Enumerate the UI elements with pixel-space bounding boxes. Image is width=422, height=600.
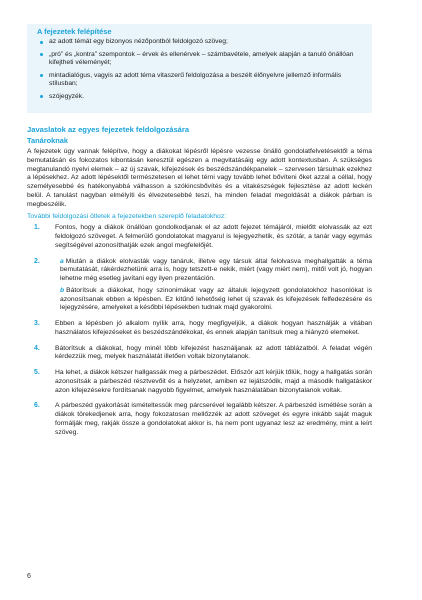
item-text: A párbeszéd gyakorlását ismételtessük meg párcserével legalább kétszer. A párbeszéd ismétlése során a diákok törekedjenek arra, hogy fokozatosan mellőzzék az adott szöveget és egyre inkább saját maguk formálják meg, rakják össze a gondolatokat akkor is, ha nem pont ugyanaz lesz az eredmény, mint a leírt szöveg. [55, 402, 372, 436]
structure-info-box [27, 24, 372, 113]
box-title: A fejezetek felépítése [37, 27, 112, 36]
section-subheading: Tanároknak [27, 135, 68, 145]
box-bullet-item [37, 93, 364, 102]
intro-paragraph: A fejezetek úgy vannak felépítve, hogy a diákokat lépésről lépésre vezesse önálló gondolatfelvetésektől a téma bemutatásán és fokozatos kibontásán keresztül egészen a megvitatásáig egy adott kontextusban. A szükséges megtanulandó nyelvi elemek – az új szavak, kifejezések és beszédszándékpanelek – szervesen társulnak ezekhez a lépésekhez. Az adott lépésektől természetesen el lehet térni vagy tovább lehet bővíteni őket azzal a céllal, hogy személyesebbé és hatékonyabbá válhasson a szókincsbővítés és a vitakészségek fejlesztése az adott leckén belül. A tanulást nagyban elmélyíti és élvezetesebbé teszi, ha minden feladat megoldását a diákok párban is megbeszélik. [27, 148, 372, 208]
item-number: 4. [34, 344, 40, 352]
sub-letter: b [60, 286, 65, 294]
suggestions-section [27, 125, 372, 437]
sub-item-a [55, 258, 372, 284]
sub-item-text: Miután a diákok elolvasták vagy tanáruk, illetve egy társuk által felolvasva meghallgatták a téma bemutatását, rákérdezhetünk arra is, hogy tetszett-e nekik, miért (vagy miért nem), mitől volt jó, hogyan lehetne még esetleg javítani egy ilyen prezentáción. [60, 257, 372, 282]
numbered-item [27, 224, 372, 250]
item-number: 3. [34, 320, 40, 327]
box-bullet-item [37, 38, 364, 47]
box-bullet-item [37, 51, 364, 68]
box-bullet-item [37, 72, 364, 89]
bullet-dot-icon [40, 53, 43, 56]
numbered-item [27, 320, 372, 338]
bullet-text: az adott témát egy bizonyos nézőpontból feldolgozó szöveg; [49, 38, 228, 45]
bullet-text: mintadialógus, vagyis az adott téma vitaszerű feldolgozása a beszélt élőnyelvre jellemző informális stílusban; [49, 71, 342, 87]
bullet-dot-icon [40, 41, 43, 44]
numbered-item [27, 369, 372, 395]
bullet-dot-icon [40, 74, 43, 77]
item-number: 1. [34, 224, 40, 232]
numbered-item [27, 402, 372, 437]
item-number: 5. [34, 369, 40, 376]
sub-letter: a [60, 257, 64, 265]
page-number: 6 [27, 573, 31, 580]
item-number: 2. [34, 257, 40, 265]
bullet-dot-icon [40, 95, 43, 98]
item-text: Ha lehet, a diákok kétszer hallgassák meg a párbeszédet. Először azt kérjük tőlük, hogy a hallgatás során azonosítsák a párbeszéd résztvevőit és a helyzetet, amiben ez lejátszódik, majd a második hallgatáskor azon kifejezésekre fordítsanak nagyobb figyelmet, amelyek használatában bizonytalanok voltak. [55, 369, 372, 394]
item-text: Bátorítsuk a diákokat, hogy minél több kifejezést használjanak az adott táblázatból. A feladat végén kérdezzük meg, melyek használatát illetően voltak bizonytalanok. [55, 344, 372, 361]
sub-item-b [55, 287, 372, 313]
list-title: További feldolgozási ötletek a fejezetekben szereplő feladatokhoz: [27, 213, 227, 221]
numbered-item [27, 345, 372, 363]
item-text: Fontos, hogy a diákok önállóan gondolkodjanak el az adott fejezet témájáról, mielőtt elolvassák az ezt feldolgozó szöveget. A felmerülő gondolatokat magyarul is lejegyezhetik, és szótár, a tanár vagy egymás segítségével azonosíthatják ezek angol megfelelőjét. [55, 224, 372, 249]
item-number: 6. [34, 402, 40, 410]
section-heading: Javaslatok az egyes fejezetek feldolgozására [27, 125, 190, 134]
bullet-text: szójegyzék. [49, 92, 84, 100]
item-text: Ebben a lépésben jó alkalom nyílik arra, hogy megfigyeljük, a diákok hogyan használják a vitában használatos kifejezéseket és beszédszándékokat, és ennek alapján tanítsuk meg a hiányzó elemeket. [55, 320, 372, 336]
bullet-text: „pró” és „kontra” szempontok – érvek és ellenérvek – számbavétele, amelyek alapján a tanuló önállóan kifejtheti véleményét; [49, 50, 354, 66]
numbered-item [27, 258, 372, 314]
sub-item-text: Bátorítsuk a diákokat, hogy szinonimákat vagy az általuk lejegyzett gondolatokhoz hasonlókat is azonosítsanak ebben a lépésben. Ez kitűnő lehetőség lehet új szavak és kifejezések felfedezésére és lejegyzésére, amelyeket a későbbi lépésekben tudnak majd gyakorolni. [60, 286, 372, 312]
